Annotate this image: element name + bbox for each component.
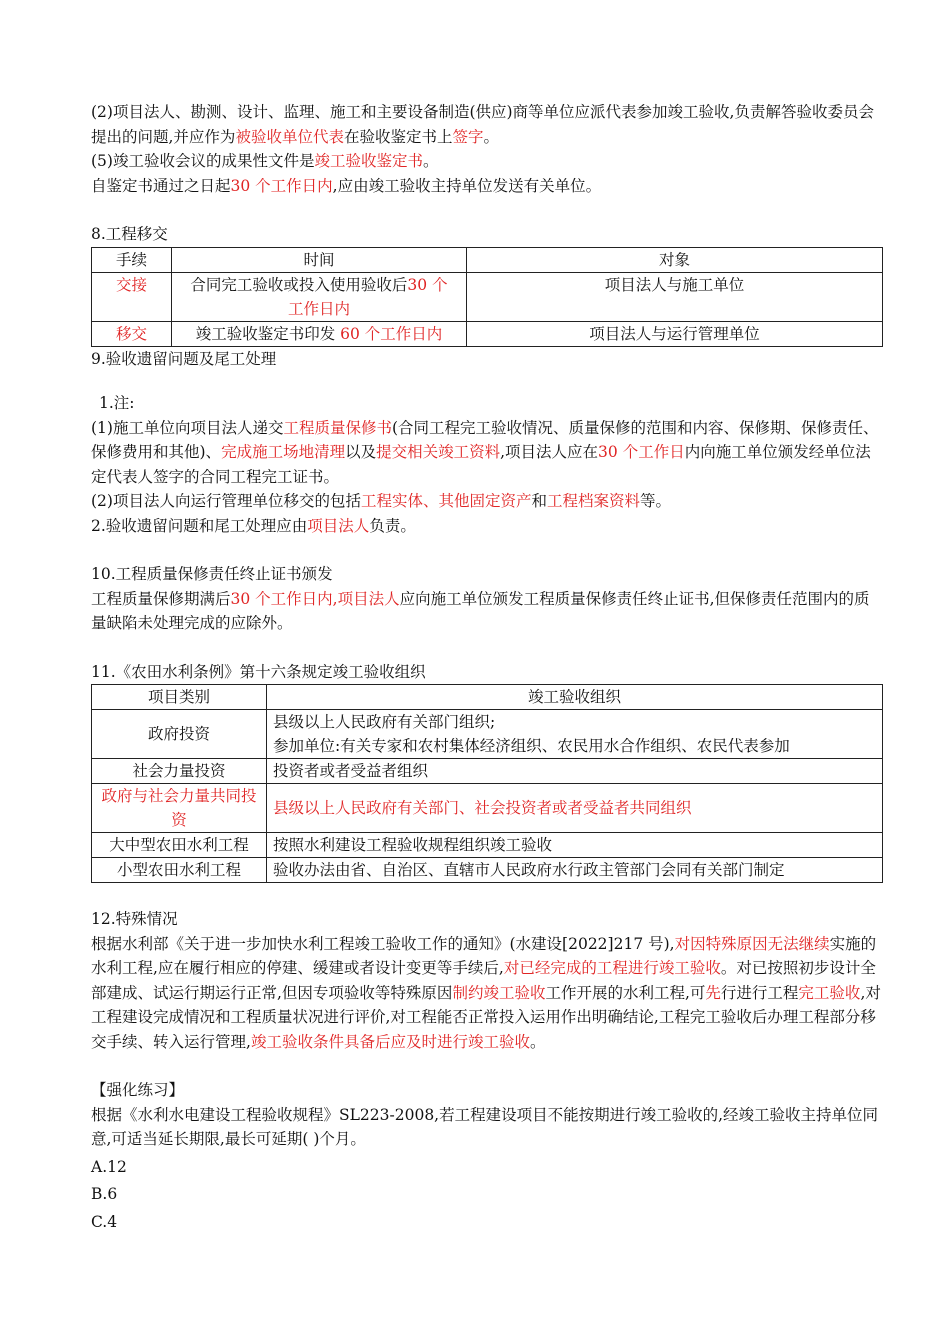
section-9-title: 9.验收遗留问题及尾工处理 (91, 349, 277, 368)
paragraph-12: 根据水利部《关于进一步加快水利工程竣工验收工作的通知》(水建设[2022]217 号),对因特殊原因无法继续实施的水利工程,应在履行相应的停建、缓建或者设计变更等手续后,对已经完成的工程进行竣工验收。对已按照初步设计全部建成、试运行期运行正常,但因专项验收等特殊原因制约竣工验收工作开展的水利工程,可先行进行工程完工验收,对工程建设完成情况和工程质量状况进行评价,对工程能否正常投入运用作出明确结论,工程完工验收后办理工程部分移交手续、转入运行管理,竣工验收条件具备后应及时进行竣工验收。 (91, 934, 881, 1051)
category-cell: 小型农田水利工程 (92, 858, 267, 883)
header-cell: 项目类别 (92, 685, 267, 710)
paragraph-7-5: (5)竣工验收会议的成果性文件是竣工验收鉴定书。 (91, 152, 439, 170)
paragraph-7-2: (2)项目法人、勘测、设计、监理、施工和主要设备制造(供应)商等单位应派代表参加竣工验收,负责解答验收委员会提出的问题,并应作为被验收单位代表在验收鉴定书上签字。 (91, 103, 874, 146)
category-cell: 政府投资 (92, 710, 267, 759)
table-row (92, 272, 883, 321)
highlight-text: 被验收单位代表 (235, 127, 344, 146)
proc-cell: 移交 (92, 321, 172, 346)
highlight-text: 签字 (452, 127, 484, 146)
highlight-text: 提交相关竣工资料 (376, 443, 501, 461)
highlight-text: 制约竣工验收 (452, 983, 546, 1002)
table-row (92, 784, 883, 833)
header-cell: 时间 (172, 247, 467, 272)
org-cell: 县级以上人民政府有关部门组织; 参加单位:有关专家和农村集体经济组织、农民用水合作组织、农民代表参加 (267, 710, 883, 759)
table-row (92, 321, 883, 346)
note-item-2: (2)项目法人向运行管理单位移交的包括工程实体、其他固定资产和工程档案资料等。 (91, 492, 672, 510)
section-12-title: 12.特殊情况 (91, 910, 178, 928)
proc-cell: 交接 (92, 272, 172, 321)
paragraph-7-6: 自鉴定书通过之日起30 个工作日内,应由竣工验收主持单位发送有关单位。 (91, 176, 602, 195)
table-header-row (92, 685, 883, 710)
practice-title: 【强化练习】 (91, 1081, 185, 1099)
table-header-row (92, 247, 883, 272)
org-cell: 县级以上人民政府有关部门、社会投资者或者受益者共同组织 (267, 784, 883, 833)
highlight-text: 完工验收 (798, 983, 861, 1002)
org-cell: 按照水利建设工程验收规程组织竣工验收 (267, 833, 883, 858)
highlight-text: 30 个工作日内 (287, 275, 448, 318)
highlight-text: 60 个工作日内 (340, 324, 443, 343)
target-cell: 项目法人与运行管理单位 (467, 321, 883, 346)
category-cell: 大中型农田水利工程 (92, 833, 267, 858)
practice-question: 根据《水利水电建设工程验收规程》SL223-2008,若工程建设项目不能按期进行竣工验收的,经竣工验收主持单位同意,可适当延长期限,最长可延期( )个月。 (91, 1105, 879, 1148)
header-cell: 手续 (92, 247, 172, 272)
highlight-text: 对因特殊原因无法继续 (674, 934, 830, 953)
table-row (92, 710, 883, 759)
header-cell: 竣工验收组织 (267, 685, 883, 710)
section-11-title: 11.《农田水利条例》第十六条规定竣工验收组织 (91, 662, 426, 681)
table-row (92, 858, 883, 883)
table-row (92, 759, 883, 784)
header-cell: 对象 (467, 247, 883, 272)
option-c: C.4 (91, 1212, 118, 1231)
target-cell: 项目法人与施工单位 (467, 272, 883, 321)
highlight-text: 30 个工作日 (598, 443, 685, 461)
paragraph-9-2: 2.验收遗留问题和尾工处理应由项目法人负责。 (91, 516, 416, 535)
highlight-text: 工程档案资料 (547, 492, 641, 510)
paragraph-10: 工程质量保修期满后30 个工作日内,项目法人应向施工单位颁发工程质量保修责任终止证书,但保修责任范围内的质量缺陷未处理完成的应除外。 (91, 589, 870, 632)
acceptance-org-table (91, 684, 883, 883)
highlight-text: 30 个工作日内,项目法人 (230, 589, 400, 608)
section-10-title: 10.工程质量保修责任终止证书颁发 (91, 565, 333, 583)
document-page (91, 100, 883, 1234)
org-cell: 投资者或者受益者组织 (267, 759, 883, 784)
category-cell: 政府与社会力量共同投资 (92, 784, 267, 833)
section-8-title: 8.工程移交 (91, 225, 168, 243)
handover-table (91, 247, 883, 347)
note-item-1: (1)施工单位向项目法人递交工程质量保修书(合同工程完工验收情况、质量保修的范围和内容、保修期、保修责任、保修费用和其他)、完成施工场地清理以及提交相关竣工资料,项目法人应在30 个工作日内向施工单位颁发经单位法定代表人签字的合同工程完工证书。 (91, 418, 879, 486)
option-a: A.12 (91, 1157, 127, 1176)
category-cell: 社会力量投资 (92, 759, 267, 784)
highlight-text: 对已经完成的工程进行竣工验收 (503, 959, 721, 977)
highlight-text: 完成施工场地清理 (221, 443, 346, 461)
time-cell: 竣工验收鉴定书印发 60 个工作日内 (172, 321, 467, 346)
time-cell: 合同完工验收或投入使用验收后30 个工作日内 (172, 272, 467, 321)
highlight-text: 项目法人 (307, 516, 370, 535)
org-cell: 验收办法由省、自治区、直辖市人民政府水行政主管部门会同有关部门制定 (267, 858, 883, 883)
highlight-text: 先 (705, 983, 721, 1002)
highlight-text: 工程质量保修书 (283, 418, 392, 437)
table-row (92, 833, 883, 858)
highlight-text: 竣工验收鉴定书 (314, 152, 423, 170)
note-label: 1.注: (99, 394, 135, 412)
option-b: B.6 (91, 1185, 118, 1203)
highlight-text: 竣工验收条件具备后应及时进行竣工验收 (250, 1032, 530, 1051)
highlight-text: 30 个工作日内 (230, 176, 333, 195)
highlight-text: 工程实体、其他固定资产 (360, 492, 532, 510)
